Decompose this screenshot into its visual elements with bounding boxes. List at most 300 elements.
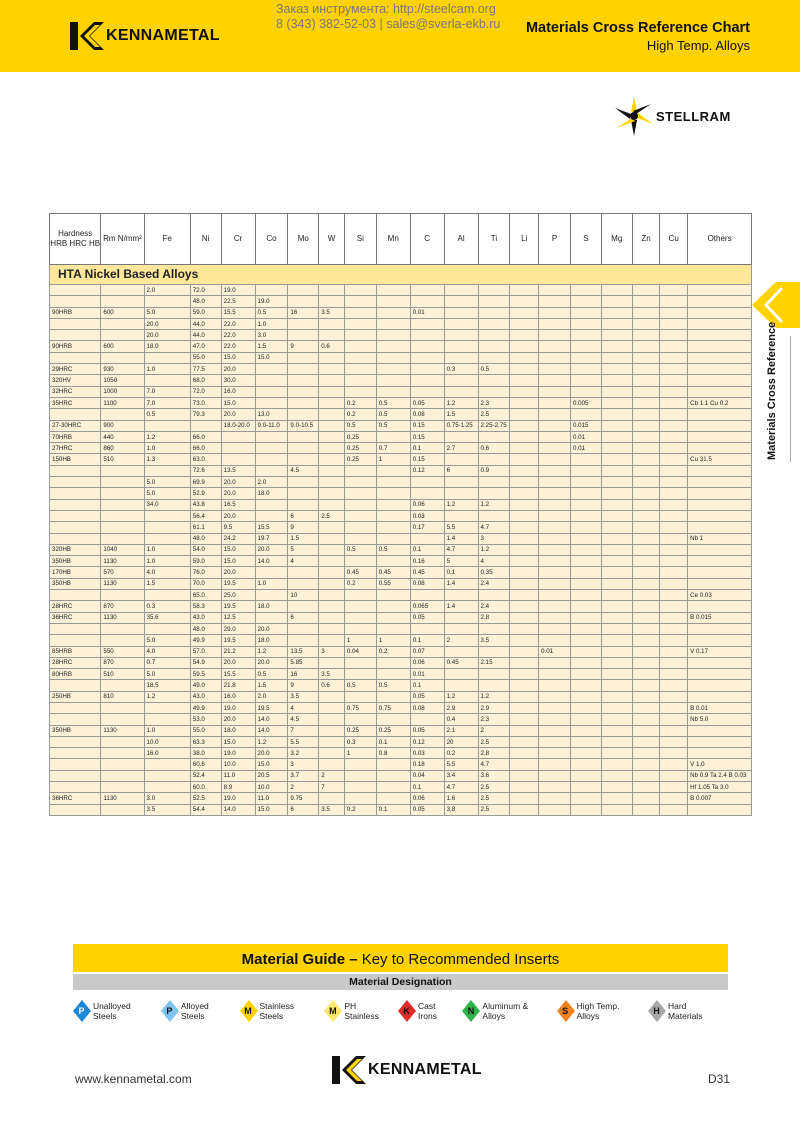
table-cell (344, 612, 376, 623)
table-cell (410, 714, 444, 725)
table-cell: 48.0 (190, 296, 221, 307)
table-cell: B 0.007 (688, 793, 752, 804)
table-cell: 6 (288, 612, 319, 623)
table-cell: 19.5 (255, 702, 288, 713)
table-cell: 43.8 (190, 499, 221, 510)
column-header: Mg (601, 214, 632, 265)
table-cell (510, 341, 539, 352)
table-cell: 22.0 (221, 318, 255, 329)
table-cell: 80HRB (50, 669, 101, 680)
table-cell: 0.06 (410, 657, 444, 668)
table-cell (570, 804, 601, 815)
table-cell (632, 725, 660, 736)
table-cell (601, 443, 632, 454)
table-cell: 56.4 (190, 510, 221, 521)
column-header: W (319, 214, 345, 265)
table-cell (570, 714, 601, 725)
table-cell (688, 488, 752, 499)
table-cell (660, 296, 688, 307)
table-cell (570, 499, 601, 510)
table-cell (660, 623, 688, 634)
table-cell: 5.0 (144, 669, 190, 680)
table-cell (255, 465, 288, 476)
table-cell (539, 759, 571, 770)
table-cell (570, 556, 601, 567)
table-row (50, 544, 752, 555)
table-cell (510, 386, 539, 397)
table-cell (444, 352, 478, 363)
table-cell: 0.07 (410, 646, 444, 657)
table-cell: 44.0 (190, 330, 221, 341)
table-cell (539, 409, 571, 420)
table-cell: 20.0 (221, 364, 255, 375)
table-cell (101, 499, 144, 510)
order-line-1[interactable]: Заказ инструмента: http://steelcam.org (276, 2, 496, 16)
table-cell (539, 420, 571, 431)
table-cell (444, 341, 478, 352)
table-cell (539, 567, 571, 578)
table-row (50, 601, 752, 612)
table-cell (539, 702, 571, 713)
table-cell (660, 533, 688, 544)
table-cell (444, 477, 478, 488)
table-cell: 0.2 (444, 748, 478, 759)
table-cell (344, 556, 376, 567)
table-cell: 73.0 (190, 397, 221, 408)
table-cell: 15.5 (221, 669, 255, 680)
table-cell (539, 330, 571, 341)
table-cell: 1.5 (144, 578, 190, 589)
table-row (50, 759, 752, 770)
table-cell (539, 669, 571, 680)
table-cell (570, 601, 601, 612)
table-cell (478, 680, 510, 691)
table-cell: 870 (101, 601, 144, 612)
table-cell: 0.25 (344, 454, 376, 465)
table-cell: 1.4 (444, 578, 478, 589)
table-cell: 7.0 (144, 386, 190, 397)
table-cell: 9.0-11.0 (255, 420, 288, 431)
table-cell (288, 567, 319, 578)
table-cell (376, 691, 410, 702)
table-cell (510, 793, 539, 804)
table-cell (144, 352, 190, 363)
table-row (50, 499, 752, 510)
table-cell: 3.5 (319, 669, 345, 680)
table-cell (601, 691, 632, 702)
table-cell (255, 510, 288, 521)
table-cell (688, 657, 752, 668)
table-cell (601, 488, 632, 499)
table-cell: 63.0 (190, 454, 221, 465)
table-cell (601, 702, 632, 713)
table-cell (632, 488, 660, 499)
table-cell: 6 (444, 465, 478, 476)
column-header: Hardness HRB HRC HB (50, 214, 101, 265)
table-cell (376, 330, 410, 341)
footer-url[interactable]: www.kennametal.com (75, 1072, 192, 1086)
table-cell (660, 748, 688, 759)
table-cell (632, 352, 660, 363)
table-cell (376, 352, 410, 363)
table-cell (688, 522, 752, 533)
table-cell: 1130 (101, 793, 144, 804)
table-cell: 0.55 (376, 578, 410, 589)
table-cell: 3.7 (288, 770, 319, 781)
table-cell (510, 522, 539, 533)
table-header-row (50, 214, 752, 265)
table-cell: 8.9 (221, 782, 255, 793)
material-diamond-icon (240, 1000, 257, 1022)
table-cell (632, 397, 660, 408)
side-section-label: Materials Cross Reference (766, 321, 778, 460)
table-cell (539, 375, 571, 386)
table-cell (344, 510, 376, 521)
table-cell (688, 296, 752, 307)
table-row (50, 623, 752, 634)
table-cell (255, 386, 288, 397)
table-cell: 18.0 (255, 635, 288, 646)
material-diamond-icon (398, 1000, 415, 1022)
table-cell (601, 477, 632, 488)
table-cell (101, 635, 144, 646)
table-cell: 53.0 (190, 714, 221, 725)
table-cell: 1.2 (478, 544, 510, 555)
table-cell (601, 318, 632, 329)
table-cell: 22.0 (221, 330, 255, 341)
table-cell (660, 804, 688, 815)
table-cell: 13.5 (288, 646, 319, 657)
table-cell: 0.5 (344, 420, 376, 431)
table-cell: 6 (288, 804, 319, 815)
table-cell (510, 601, 539, 612)
table-cell (660, 691, 688, 702)
table-cell: 0.5 (376, 544, 410, 555)
table-cell (660, 341, 688, 352)
table-cell (319, 556, 345, 567)
table-cell (688, 352, 752, 363)
table-cell (660, 488, 688, 499)
table-cell (510, 465, 539, 476)
table-cell: 49.0 (190, 680, 221, 691)
table-cell: 2.8 (478, 612, 510, 623)
table-cell: 3.4 (444, 770, 478, 781)
table-cell: 19.5 (221, 601, 255, 612)
table-cell: 0.5 (376, 680, 410, 691)
table-cell (376, 499, 410, 510)
table-cell (319, 454, 345, 465)
table-cell (660, 590, 688, 601)
table-cell (288, 397, 319, 408)
table-cell: 0.04 (410, 770, 444, 781)
guide-item (462, 1000, 548, 1022)
table-row (50, 454, 752, 465)
table-cell (410, 488, 444, 499)
table-cell: 0.25 (376, 725, 410, 736)
table-cell (570, 330, 601, 341)
material-letter: K (403, 1006, 410, 1016)
table-cell (688, 330, 752, 341)
table-cell (688, 544, 752, 555)
table-cell: 52.5 (190, 793, 221, 804)
stellram-star-icon (614, 94, 654, 138)
table-cell: 22.0 (221, 341, 255, 352)
table-cell (344, 793, 376, 804)
table-cell: 0.17 (410, 522, 444, 533)
table-row (50, 341, 752, 352)
table-cell (570, 318, 601, 329)
table-cell: 34.0 (144, 499, 190, 510)
table-cell: 15.0 (255, 352, 288, 363)
table-cell (319, 601, 345, 612)
table-cell (539, 477, 571, 488)
table-cell (319, 420, 345, 431)
table-row (50, 285, 752, 296)
table-cell (376, 477, 410, 488)
table-cell (539, 578, 571, 589)
table-cell: 1.0 (144, 725, 190, 736)
table-cell (144, 465, 190, 476)
table-cell (376, 669, 410, 680)
table-cell (570, 635, 601, 646)
table-cell (688, 578, 752, 589)
table-cell (319, 318, 345, 329)
table-cell: Nb 5.0 (688, 714, 752, 725)
table-cell: 0.03 (410, 510, 444, 521)
table-cell: 2.9 (444, 702, 478, 713)
table-cell (376, 601, 410, 612)
table-cell (510, 748, 539, 759)
table-cell: 0.8 (376, 748, 410, 759)
table-cell (660, 601, 688, 612)
table-cell (144, 782, 190, 793)
table-cell: 170HB (50, 567, 101, 578)
table-cell: 2.5 (478, 736, 510, 747)
table-cell: 0.5 (144, 409, 190, 420)
table-cell: 48.0 (190, 623, 221, 634)
table-row (50, 296, 752, 307)
table-row (50, 691, 752, 702)
table-cell (510, 556, 539, 567)
table-cell (50, 522, 101, 533)
order-line-2[interactable]: 8 (343) 382-52-03 | sales@sverla-ekb.ru (276, 17, 501, 31)
table-cell: 2.5 (319, 510, 345, 521)
table-row (50, 736, 752, 747)
table-cell (319, 364, 345, 375)
table-cell (632, 420, 660, 431)
table-cell (478, 510, 510, 521)
table-cell: 18.0 (221, 725, 255, 736)
table-cell (144, 714, 190, 725)
table-cell (478, 431, 510, 442)
table-cell (632, 669, 660, 680)
table-cell (688, 556, 752, 567)
table-cell: 54.0 (190, 544, 221, 555)
table-cell (288, 454, 319, 465)
table-cell (510, 544, 539, 555)
table-cell (288, 386, 319, 397)
table-cell (344, 375, 376, 386)
table-cell (601, 770, 632, 781)
table-cell (510, 669, 539, 680)
table-cell (288, 296, 319, 307)
table-cell (50, 590, 101, 601)
table-cell: 0.5 (344, 680, 376, 691)
table-cell (510, 420, 539, 431)
table-cell: 4.7 (444, 544, 478, 555)
table-cell: 19.0 (221, 285, 255, 296)
table-cell (570, 612, 601, 623)
table-cell (376, 375, 410, 386)
table-cell (376, 714, 410, 725)
table-cell (601, 510, 632, 521)
table-cell: 2.5 (478, 409, 510, 420)
table-cell (570, 533, 601, 544)
table-cell: 3.6 (478, 770, 510, 781)
table-cell (539, 296, 571, 307)
table-cell: 1130 (101, 556, 144, 567)
table-cell (539, 443, 571, 454)
table-cell (660, 431, 688, 442)
table-cell: 15.0 (221, 556, 255, 567)
table-cell: 68.0 (190, 375, 221, 386)
table-cell (50, 465, 101, 476)
table-cell (344, 330, 376, 341)
table-row (50, 680, 752, 691)
table-cell: 19.0 (221, 748, 255, 759)
table-cell: 0.1 (376, 736, 410, 747)
table-cell (660, 477, 688, 488)
table-cell (478, 488, 510, 499)
table-cell: 510 (101, 454, 144, 465)
guide-title-rest: Key to Recommended Inserts (357, 951, 560, 968)
table-cell: 59.0 (190, 307, 221, 318)
table-cell (101, 330, 144, 341)
table-cell (344, 623, 376, 634)
table-cell (510, 567, 539, 578)
table-cell (344, 318, 376, 329)
table-cell (632, 477, 660, 488)
table-cell (344, 307, 376, 318)
table-cell: 0.05 (410, 691, 444, 702)
table-cell: 0.1 (410, 782, 444, 793)
table-cell (344, 499, 376, 510)
table-cell: 2 (444, 635, 478, 646)
table-cell: 2 (478, 725, 510, 736)
table-cell: 0.01 (410, 307, 444, 318)
table-cell: 440 (101, 431, 144, 442)
table-cell (539, 714, 571, 725)
table-cell: 0.5 (478, 364, 510, 375)
table-row (50, 397, 752, 408)
table-cell: Cb 1.1 Cu 0.2 (688, 397, 752, 408)
table-cell (660, 770, 688, 781)
table-cell (570, 307, 601, 318)
table-cell: 0.08 (410, 409, 444, 420)
table-cell (601, 748, 632, 759)
table-cell: 15.5 (221, 307, 255, 318)
table-cell (570, 793, 601, 804)
table-cell: 3.5 (144, 804, 190, 815)
table-cell: 0.06 (410, 793, 444, 804)
table-cell (601, 725, 632, 736)
table-cell: 0.5 (255, 307, 288, 318)
table-cell (632, 612, 660, 623)
table-cell (50, 318, 101, 329)
table-cell (601, 714, 632, 725)
table-cell (144, 420, 190, 431)
table-cell: 16.0 (144, 748, 190, 759)
material-diamond-icon (73, 1000, 90, 1022)
table-cell (601, 454, 632, 465)
table-cell: 28HRC (50, 657, 101, 668)
table-cell (601, 431, 632, 442)
table-cell (478, 386, 510, 397)
table-cell (660, 725, 688, 736)
table-cell (319, 386, 345, 397)
table-cell: 1130 (101, 725, 144, 736)
table-cell (478, 454, 510, 465)
table-cell (601, 646, 632, 657)
brand-name: KENNAMETAL (106, 27, 220, 44)
table-cell: 0.12 (410, 736, 444, 747)
table-cell: 0.6 (478, 443, 510, 454)
table-cell: 250HB (50, 691, 101, 702)
table-cell: 72.0 (190, 386, 221, 397)
table-cell (376, 522, 410, 533)
table-cell (510, 804, 539, 815)
table-cell: 0.3 (444, 364, 478, 375)
material-label: High Temp. Alloys (576, 1001, 620, 1021)
table-cell (376, 296, 410, 307)
table-cell: 9.75 (288, 793, 319, 804)
table-cell: 58.3 (190, 601, 221, 612)
table-cell (144, 590, 190, 601)
table-cell (50, 804, 101, 815)
table-cell (255, 364, 288, 375)
table-cell: 510 (101, 669, 144, 680)
table-cell (319, 623, 345, 634)
footer-kennametal-logo (332, 1056, 482, 1084)
table-cell: 0.01 (410, 669, 444, 680)
table-cell: 90HRB (50, 307, 101, 318)
table-cell (376, 285, 410, 296)
table-cell (660, 556, 688, 567)
page-title-block (526, 20, 750, 53)
table-cell: 77.5 (190, 364, 221, 375)
table-cell (660, 386, 688, 397)
stellram-name: STELLRAM (656, 108, 731, 124)
table-cell: 0.1 (410, 680, 444, 691)
table-cell (319, 567, 345, 578)
table-cell (688, 465, 752, 476)
table-cell (478, 477, 510, 488)
table-cell (319, 578, 345, 589)
table-cell: 1 (344, 748, 376, 759)
table-cell (510, 646, 539, 657)
table-cell (510, 454, 539, 465)
table-cell (144, 522, 190, 533)
table-cell: 1.5 (255, 341, 288, 352)
table-cell: 20.0 (221, 488, 255, 499)
table-cell: Nb 0.9 Ta 2.4 B 0.03 (688, 770, 752, 781)
table-cell (570, 488, 601, 499)
table-cell (319, 409, 345, 420)
table-cell (570, 409, 601, 420)
table-cell (319, 691, 345, 702)
table-cell (344, 782, 376, 793)
section-title: HTA Nickel Based Alloys (50, 265, 752, 285)
